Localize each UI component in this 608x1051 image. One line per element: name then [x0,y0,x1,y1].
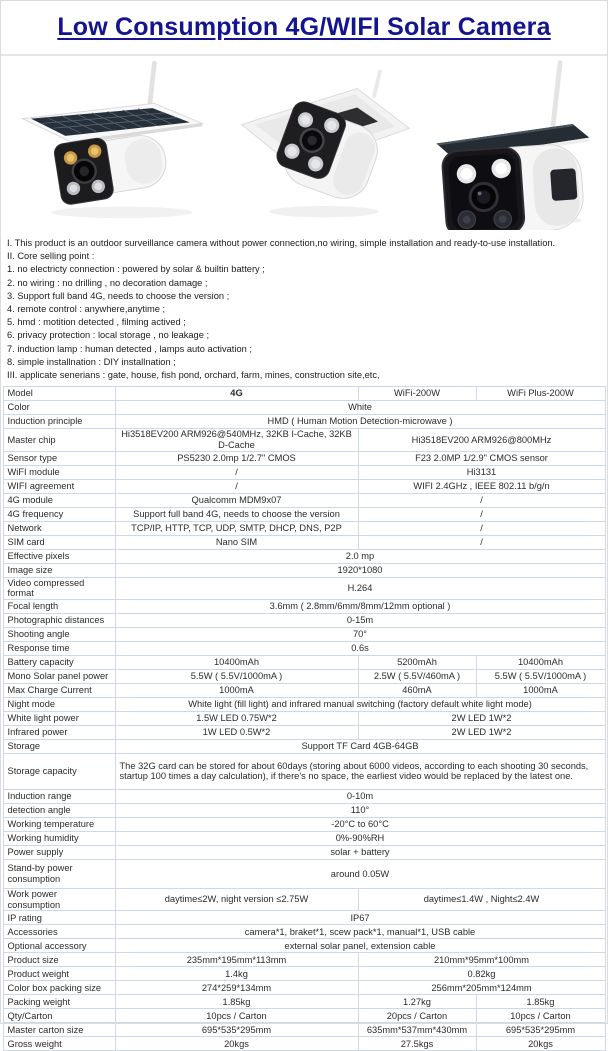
spec-label: Effective pixels [3,549,115,563]
spec-value: 10pcs / Carton [476,1009,605,1023]
spec-label: Work power consumption [3,888,115,910]
spec-row [3,493,605,507]
spec-value: 3.6mm ( 2.8mm/6mm/8mm/12mm optional ) [115,599,605,613]
spec-row [3,655,605,669]
spec-label: Stand-by power consumption [3,859,115,888]
spec-value: Nano SIM [115,535,358,549]
spec-row [3,465,605,479]
intro-line: 3. Support full band 4G, needs to choose the version ; [7,290,230,301]
product-images [1,56,607,232]
spec-value: 2W LED 1W*2 [358,711,605,725]
spec-label: Color [3,401,115,415]
spec-value: Support full band 4G, needs to choose the version [115,507,358,521]
spec-label: Focal length [3,599,115,613]
spec-row [3,817,605,831]
spec-value: WIFI 2.4GHz , IEEE 802.11 b/g/n [358,479,605,493]
product-image-front-view [419,56,599,235]
spec-value: The 32G card can be stored for about 60days (storing about 6000 videos, according to each shooting 30 seconds, startup 100 times a day calculation), if there's no space, the earliest video would be replaced by the latest one. [115,753,605,789]
spec-row [3,429,605,451]
spec-row [3,725,605,739]
spec-row [3,1037,605,1051]
spec-value: 274*259*134mm [115,981,358,995]
spec-value: 1.5W LED 0.75W*2 [115,711,358,725]
spec-value: 1000mA [476,683,605,697]
spec-label: Induction principle [3,415,115,429]
spec-label: Network [3,521,115,535]
spec-value: Qualcomm MDM9x07 [115,493,358,507]
spec-value: 1000mA [115,683,358,697]
spec-value: 256mm*205mm*124mm [358,981,605,995]
spec-value: WiFi-200W [358,387,476,401]
spec-label: Response time [3,641,115,655]
spec-label: Master chip [3,429,115,451]
spec-value: 695*535*295mm [476,1023,605,1037]
spec-value: / [358,493,605,507]
spec-value: 5.5W ( 5.5V/1000mA ) [115,669,358,683]
spec-label: Induction range [3,789,115,803]
spec-value: 27.5kgs [358,1037,476,1051]
spec-value: / [115,465,358,479]
product-image-angled-view [9,56,229,235]
spec-value: 20pcs / Carton [358,1009,476,1023]
spec-table-body [3,387,605,1051]
spec-value: 460mA [358,683,476,697]
intro-line: 1. no electricty connection : powered by solar & builtin battery ; [7,264,265,275]
spec-value: HMD ( Human Motion Detection-microwave ) [115,415,605,429]
spec-row [3,415,605,429]
spec-label: Master carton size [3,1023,115,1037]
spec-row [3,507,605,521]
spec-label: Packing weight [3,995,115,1009]
spec-row [3,683,605,697]
spec-value: 2.5W ( 5.5V/460mA ) [358,669,476,683]
spec-value: 0-15m [115,613,605,627]
intro-line: 4. remote control : anywhere,anytime ; [7,304,166,315]
spec-label: 4G frequency [3,507,115,521]
spec-value: 2.0 mp [115,549,605,563]
spec-label: Image size [3,563,115,577]
spec-label: White light power [3,711,115,725]
spec-label: Accessories [3,925,115,939]
spec-row [3,803,605,817]
page-header [1,1,607,56]
spec-value: around 0.05W [115,859,605,888]
spec-row [3,1023,605,1037]
spec-label: Shooting angle [3,627,115,641]
spec-value: 4G [115,387,358,401]
spec-row [3,925,605,939]
spec-row [3,563,605,577]
intro-line: II. Core selling point : [7,251,95,262]
spec-row [3,859,605,888]
spec-value: 1.85kg [476,995,605,1009]
spec-value: 0%-90%RH [115,831,605,845]
spec-label: Power supply [3,845,115,859]
spec-value: White light (fill light) and infrared manual switching (factory default white light mode) [115,697,605,711]
spec-label: 4G module [3,493,115,507]
spec-row [3,549,605,563]
spec-value: daytime≤2W, night version ≤2.75W [115,888,358,910]
spec-value: 1920*1080 [115,563,605,577]
spec-value: 635mm*537mm*430mm [358,1023,476,1037]
spec-value: / [358,535,605,549]
spec-value: IP67 [115,911,605,925]
spec-value: daytime≤1.4W , Night≤2.4W [358,888,605,910]
spec-value: 1W LED 0.5W*2 [115,725,358,739]
spec-value: F23 2.0MP 1/2.9" CMOS sensor [358,451,605,465]
product-image-bottom-view [234,56,414,235]
spec-value: 0.6s [115,641,605,655]
spec-label: Storage capacity [3,753,115,789]
spec-value: 110° [115,803,605,817]
intro-line: 2. no wiring : no drilling , no decoration damage ; [7,277,208,288]
spec-row [3,577,605,599]
spec-row [3,479,605,493]
spec-value: / [115,479,358,493]
spec-value: 5200mAh [358,655,476,669]
page-title: Low Consumption 4G/WIFI Solar Camera [57,13,551,41]
solar-camera-angled-icon [9,56,229,230]
spec-value: 0.82kg [358,967,605,981]
spec-row [3,697,605,711]
spec-value: camera*1, braket*1, scew pack*1, manual*1, USB cable [115,925,605,939]
spec-label: Battery capacity [3,655,115,669]
spec-value: external solar panel, extension cable [115,939,605,953]
spec-row [3,669,605,683]
intro-section [1,232,607,384]
spec-value: PS5230 2.0mp 1/2.7" CMOS [115,451,358,465]
spec-row [3,451,605,465]
spec-row [3,521,605,535]
spec-row [3,641,605,655]
spec-value: 1.27kg [358,995,476,1009]
spec-row [3,845,605,859]
spec-row [3,401,605,415]
spec-label: IP rating [3,911,115,925]
spec-row [3,967,605,981]
spec-value: Hi3518EV200 ARM926@540MHz, 32KB I-Cache, 32KB D-Cache [115,429,358,451]
spec-value: -20°C to 60°C [115,817,605,831]
spec-row [3,981,605,995]
spec-row [3,911,605,925]
spec-value: 20kgs [476,1037,605,1051]
spec-value: TCP/IP, HTTP, TCP, UDP, SMTP, DHCP, DNS, P2P [115,521,358,535]
spec-value: 695*535*295mm [115,1023,358,1037]
spec-label: Video compressed format [3,577,115,599]
solar-camera-front-icon [419,56,599,230]
spec-value: / [358,521,605,535]
spec-row [3,753,605,789]
spec-value: Support TF Card 4GB-64GB [115,739,605,753]
spec-table [3,386,606,1051]
spec-value: 2W LED 1W*2 [358,725,605,739]
spec-row [3,627,605,641]
spec-value: 20kgs [115,1037,358,1051]
spec-row [3,613,605,627]
spec-row [3,953,605,967]
spec-label: Qty/Carton [3,1009,115,1023]
spec-label: Product weight [3,967,115,981]
spec-value: WiFi Plus-200W [476,387,605,401]
spec-value: 0-10m [115,789,605,803]
intro-line: 8. simple installnation : DIY installnation ; [7,356,176,367]
spec-label: Sensor type [3,451,115,465]
spec-label: Max Charge Current [3,683,115,697]
spec-label: detection angle [3,803,115,817]
spec-value: Hi3518EV200 ARM926@800MHz [358,429,605,451]
intro-line: 6. privacy protection : local storage , no leakage ; [7,330,210,341]
spec-label: Working humidity [3,831,115,845]
spec-row [3,831,605,845]
spec-value: 70° [115,627,605,641]
spec-label: Night mode [3,697,115,711]
spec-label: Optional accessory [3,939,115,953]
spec-label: Gross weight [3,1037,115,1051]
spec-row [3,535,605,549]
solar-camera-bottom-icon [234,56,414,230]
spec-row [3,739,605,753]
spec-label: SIM card [3,535,115,549]
spec-label: WiFI module [3,465,115,479]
spec-row [3,888,605,910]
spec-label: Product size [3,953,115,967]
spec-value: 10pcs / Carton [115,1009,358,1023]
spec-value: White [115,401,605,415]
spec-label: Model [3,387,115,401]
spec-value: 10400mAh [476,655,605,669]
spec-value: 210mm*95mm*100mm [358,953,605,967]
spec-value: Hi3131 [358,465,605,479]
spec-value: 1.85kg [115,995,358,1009]
intro-line: 5. hmd : motition detected , filming actived ; [7,317,186,328]
spec-value: solar + battery [115,845,605,859]
spec-row [3,711,605,725]
intro-line: III. applicate senerians : gate, house, fish pond, orchard, farm, mines, construction site,etc, [7,370,380,381]
spec-row [3,995,605,1009]
spec-value: 10400mAh [115,655,358,669]
spec-label: Storage [3,739,115,753]
spec-row [3,939,605,953]
spec-value: 235mm*195mm*113mm [115,953,358,967]
spec-value: 1.4kg [115,967,358,981]
spec-label: Working temperature [3,817,115,831]
spec-label: Mono Solar panel power [3,669,115,683]
spec-row [3,599,605,613]
spec-value: / [358,507,605,521]
spec-value: H.264 [115,577,605,599]
spec-label: Color box packing size [3,981,115,995]
spec-row [3,1009,605,1023]
intro-line: 7. induction lamp : human detected , lamps auto activation ; [7,343,252,354]
spec-row [3,387,605,401]
spec-label: Photographic distances [3,613,115,627]
spec-value: 5.5W ( 5.5V/1000mA ) [476,669,605,683]
spec-label: Infrared power [3,725,115,739]
spec-row [3,789,605,803]
intro-line: I. This product is an outdoor surveillance camera without power connection,no wiring, simple installation and ready-to-use installation. [7,238,556,248]
spec-label: WIFI agreement [3,479,115,493]
